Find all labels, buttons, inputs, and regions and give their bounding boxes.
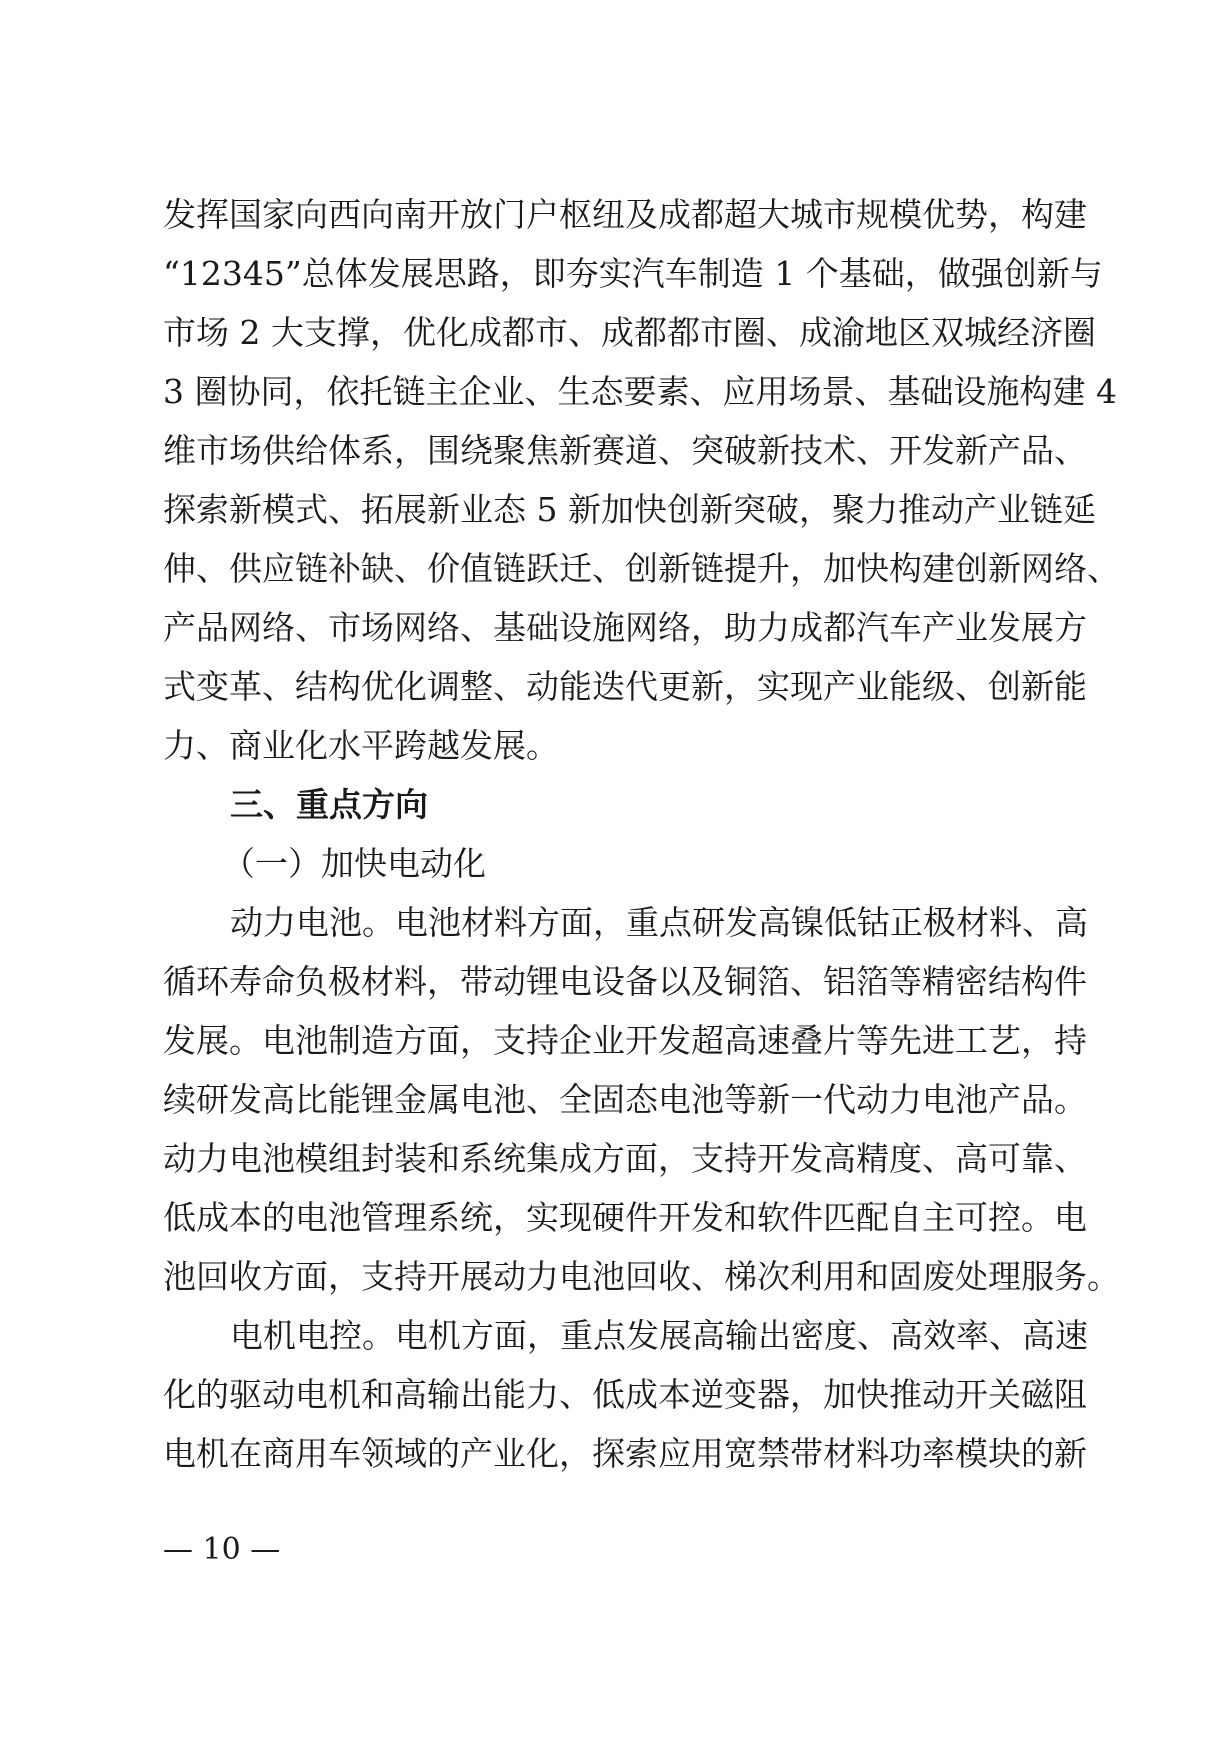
text-line: 动力电池。电池材料方面，重点研发高镍低钴正极材料、高 [230, 903, 1088, 942]
text-line: 化的驱动电机和高输出能力、低成本逆变器，加快推动开关磁阻 [163, 1375, 1087, 1414]
page-number: — 10 — [163, 1532, 281, 1567]
text-line: 式变革、结构优化调整、动能迭代更新，实现产业能级、创新能 [163, 667, 1087, 706]
text-line: 动力电池模组封装和系统集成方面，支持开发高精度、高可靠、 [163, 1139, 1087, 1178]
text-line: 循环寿命负极材料，带动锂电设备以及铜箔、铝箔等精密结构件 [163, 962, 1087, 1001]
text-line: 电机在商用车领域的产业化，探索应用宽禁带材料功率模块的新 [163, 1434, 1087, 1473]
text-line: 电机电控。电机方面，重点发展高输出密度、高效率、高速 [230, 1316, 1088, 1355]
text-line: 探索新模式、拓展新业态 5 新加快创新突破，聚力推动产业链延 [163, 490, 1096, 529]
text-line: 低成本的电池管理系统，实现硬件开发和软件匹配自主可控。电 [163, 1198, 1087, 1237]
text-line: 力、商业化水平跨越发展。 [163, 726, 559, 765]
text-line: 发展。电池制造方面，支持企业开发超高速叠片等先进工艺，持 [163, 1021, 1087, 1060]
text-line: 市场 2 大支撑，优化成都市、成都都市圈、成渝地区双城经济圈 [163, 313, 1096, 352]
text-line: 3 圈协同，依托链主企业、生态要素、应用场景、基础设施构建 4 [163, 372, 1117, 411]
text-line: 维市场供给体系，围绕聚焦新赛道、突破新技术、开发新产品、 [163, 431, 1087, 470]
text-line: 池回收方面，支持开展动力电池回收、梯次利用和固废处理服务。 [163, 1257, 1120, 1296]
subsection-heading: （一）加快电动化 [222, 844, 486, 883]
section-heading: 三、重点方向 [230, 785, 428, 824]
text-line: 发挥国家向西向南开放门户枢纽及成都超大城市规模优势，构建 [163, 195, 1087, 234]
text-line: 续研发高比能锂金属电池、全固态电池等新一代动力电池产品。 [163, 1080, 1087, 1119]
text-line: 产品网络、市场网络、基础设施网络，助力成都汽车产业发展方 [163, 608, 1087, 647]
text-line: “12345”总体发展思路，即夯实汽车制造 1 个基础，做强创新与 [163, 254, 1103, 293]
text-line: 伸、供应链补缺、价值链跃迁、创新链提升，加快构建创新网络、 [163, 549, 1120, 588]
